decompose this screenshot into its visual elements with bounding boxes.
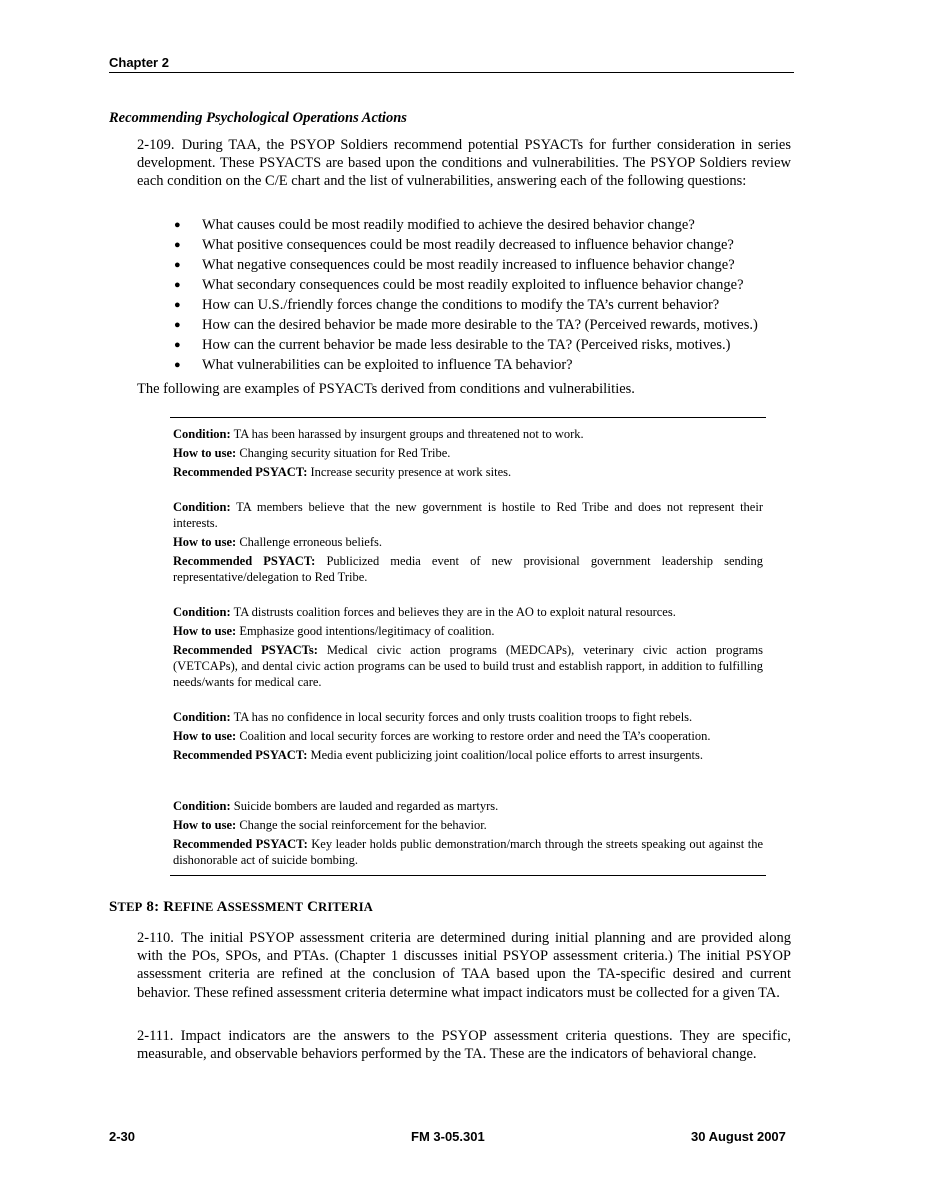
header-rule [109, 72, 794, 73]
paragraph-2-110: 2-110. The initial PSYOP assessment criteria are determined during initial planning and are provided along with the POs, SPOs, and PTAs. (Chapter 1 discusses initial PSYOP assessment criteria.) The initial PSYOP assessment criteria are refined at the conclusion of TAA based upon the TA-specific desired and current behavior. These refined assessment criteria determine what impact indicators must be collected for a given TA. [137, 930, 791, 1001]
footer-date: 30 August 2007 [691, 1129, 786, 1144]
list-item: ● How can the desired behavior be made more desirable to the TA? (Perceived rewards, motives.) [174, 317, 758, 333]
list-item: ● How can U.S./friendly forces change the conditions to modify the TA’s current behavior? [174, 297, 720, 313]
recommended-psyact-line: Recommended PSYACT: Media event publicizing joint coalition/local police efforts to arrest insurgents. [173, 748, 703, 762]
recommended-psyact-line: Recommended PSYACT: Increase security presence at work sites. [173, 465, 512, 479]
example-block [173, 426, 763, 483]
list-item: ● How can the current behavior be made less desirable to the TA? (Perceived risks, motives.) [174, 337, 731, 353]
how-to-use-line: How to use: Coalition and local security forces are working to restore order and need the TA’s cooperation. [173, 729, 711, 743]
footer-manual-id: FM 3-05.301 [411, 1129, 485, 1144]
examples-bottom-rule [170, 875, 766, 876]
list-item: ● What positive consequences could be most readily decreased to influence behavior change? [174, 237, 734, 253]
examples-intro: The following are examples of PSYACTs derived from conditions and vulnerabilities. [137, 381, 635, 397]
recommended-psyact-line: Recommended PSYACT: Key leader holds public demonstration/march through the streets speaking out against the dishonorable act of suicide bombing. [173, 837, 763, 867]
bullet-icon: ● [174, 279, 181, 291]
list-item: ● What secondary consequences could be most readily exploited to influence behavior change? [174, 277, 744, 293]
bullet-icon: ● [174, 299, 181, 311]
how-to-use-line: How to use: Change the social reinforcement for the behavior. [173, 818, 487, 832]
how-to-use-line: How to use: Emphasize good intentions/legitimacy of coalition. [173, 624, 495, 638]
example-block [173, 798, 763, 871]
question-list [170, 215, 790, 375]
bullet-icon: ● [174, 239, 181, 251]
example-block [173, 709, 763, 766]
bullet-icon: ● [174, 259, 181, 271]
list-item: ● What negative consequences could be most readily increased to influence behavior change? [174, 257, 735, 273]
how-to-use-line: How to use: Changing security situation for Red Tribe. [173, 446, 451, 460]
bullet-icon: ● [174, 339, 181, 351]
condition-line: Condition: TA has been harassed by insurgent groups and threatened not to work. [173, 427, 584, 441]
recommended-psyact-line: Recommended PSYACTs: Medical civic action programs (MEDCAPs), veterinary civic action programs (VETCAPs), and dental civic action programs can be used to build trust and establish rapport, in addition to fulfilling needs/wants for medical care. [173, 643, 763, 689]
bullet-icon: ● [174, 319, 181, 331]
example-block [173, 604, 763, 693]
condition-line: Condition: TA distrusts coalition forces and believes they are in the AO to exploit natural resources. [173, 605, 676, 619]
section-heading: Recommending Psychological Operations Actions [109, 110, 407, 126]
example-block [173, 499, 763, 588]
examples-top-rule [170, 417, 766, 418]
condition-line: Condition: Suicide bombers are lauded and regarded as martyrs. [173, 799, 499, 813]
paragraph-2-111: 2-111. Impact indicators are the answers to the PSYOP assessment criteria questions. They are specific, measurable, and observable behaviors performed by the TA. These are the indicators of behavioral change. [137, 1028, 791, 1063]
step-8-heading: STEP 8: REFINE ASSESSMENT CRITERIA [109, 899, 374, 915]
list-item: ● What vulnerabilities can be exploited to influence TA behavior? [174, 357, 573, 373]
paragraph-2-109: 2-109. During TAA, the PSYOP Soldiers recommend potential PSYACTs for further consideration in series development. These PSYACTS are based upon the conditions and vulnerabilities. The PSYOP Soldiers review each condition on the C/E chart and the list of vulnerabilities, answering each of the following questions: [137, 137, 791, 190]
bullet-icon: ● [174, 219, 181, 231]
how-to-use-line: How to use: Challenge erroneous beliefs. [173, 535, 382, 549]
condition-line: Condition: TA has no confidence in local security forces and only trusts coalition troops to fight rebels. [173, 710, 693, 724]
list-item: ● What causes could be most readily modified to achieve the desired behavior change? [174, 217, 695, 233]
footer-page-number: 2-30 [109, 1129, 136, 1144]
condition-line: Condition: TA members believe that the new government is hostile to Red Tribe and does not represent their interests. [173, 500, 763, 530]
chapter-header: Chapter 2 [109, 55, 169, 70]
recommended-psyact-line: Recommended PSYACT: Publicized media event of new provisional government leadership sending representative/delegation to Red Tribe. [173, 554, 763, 584]
bullet-icon: ● [174, 359, 181, 371]
